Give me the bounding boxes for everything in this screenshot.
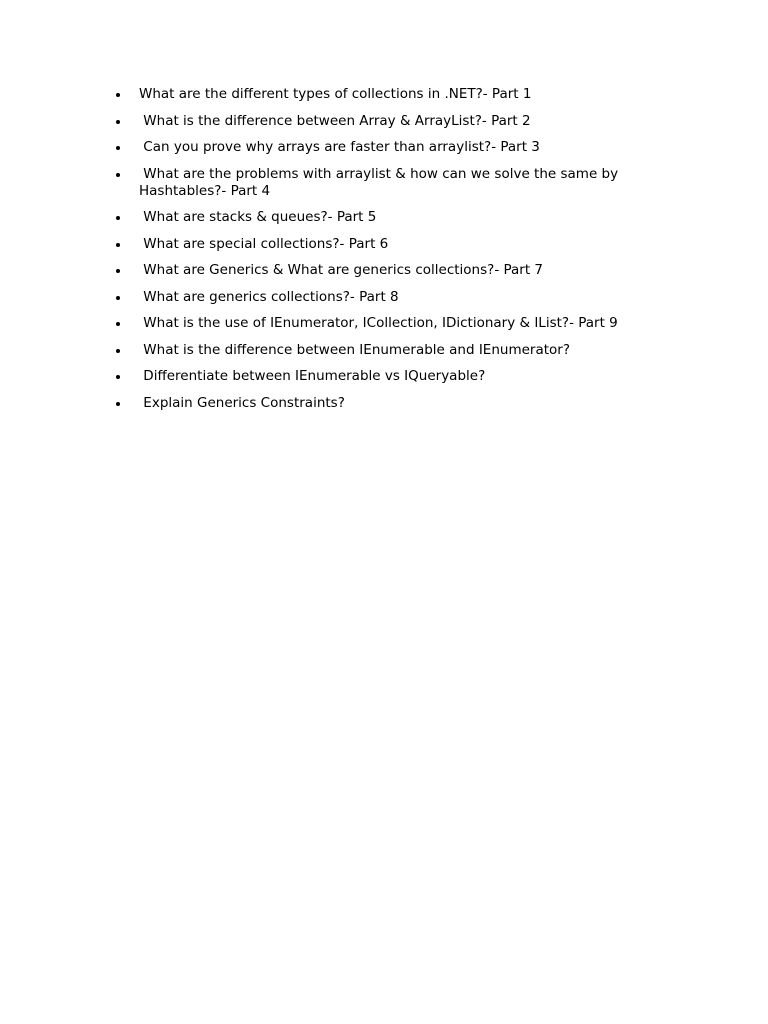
list-item: What are the problems with arraylist & how can we solve the same by Hashtables?- Part 4 [139, 166, 659, 200]
list-item: Explain Generics Constraints? [139, 395, 659, 412]
list-item: What are special collections?- Part 6 [139, 236, 659, 253]
list-item: Can you prove why arrays are faster than arraylist?- Part 3 [139, 139, 659, 156]
list-item: What are Generics & What are generics collections?- Part 7 [139, 262, 659, 279]
list-item: Differentiate between IEnumerable vs IQueryable? [139, 368, 659, 385]
list-item: What is the difference between IEnumerable and IEnumerator? [139, 342, 659, 359]
list-item: What are stacks & queues?- Part 5 [139, 209, 659, 226]
list-item: What are generics collections?- Part 8 [139, 289, 659, 306]
question-list [139, 86, 659, 421]
list-item: What are the different types of collections in .NET?- Part 1 [139, 86, 659, 103]
list-item: What is the use of IEnumerator, ICollection, IDictionary & IList?- Part 9 [139, 315, 659, 332]
list-item: What is the difference between Array & ArrayList?- Part 2 [139, 113, 659, 130]
